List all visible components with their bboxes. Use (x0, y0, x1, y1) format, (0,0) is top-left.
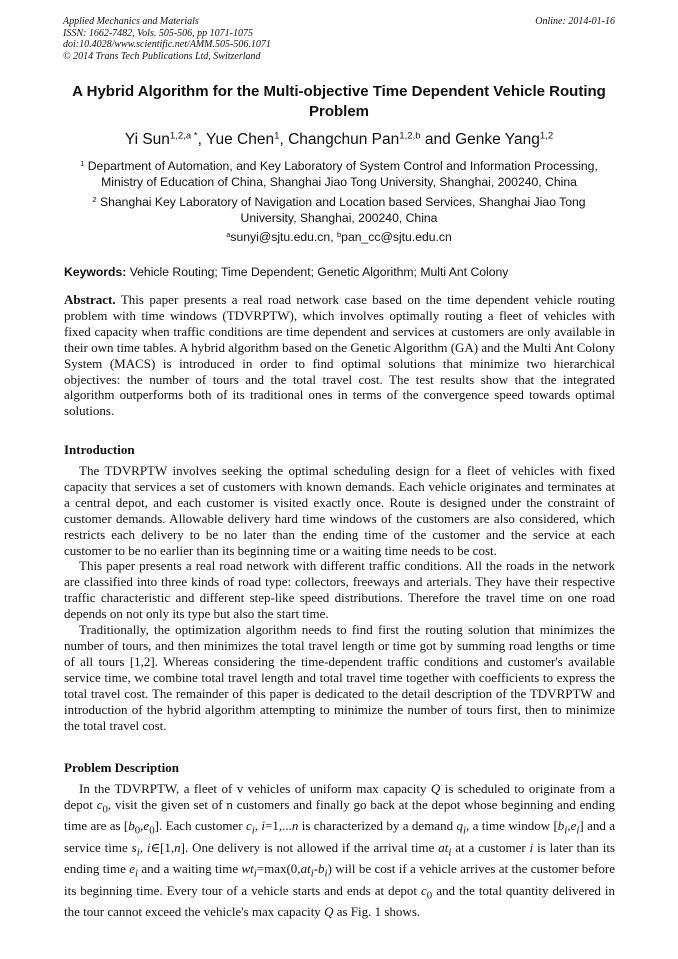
section-heading-introduction: Introduction (64, 442, 135, 457)
journal-name: Applied Mechanics and Materials (63, 16, 199, 27)
keywords-text: Vehicle Routing; Time Dependent; Genetic Algorithm; Multi Ant Colony (129, 265, 509, 279)
paper-title: A Hybrid Algorithm for the Multi-objective Time Dependent Vehicle Routing Problem (72, 83, 606, 120)
author-list: Yi Sun$^{1,2,a *}$, Yue Chen$^1$, Changchun Pan$^{1,2,b}$ and Genke Yang$^{1,2}$ (124, 130, 554, 148)
author-sup: 1,2 (539, 130, 554, 142)
keywords-label: Keywords: (64, 265, 127, 279)
paragraph: In the TDVRPTW, a fleet of v vehicles of uniform max capacity Q is scheduled to originate from a depot $c_0$, visit the given set of n customers and finally go back at the depot whose beginning and ending time are as $[b_0,e_0]$. Each customer $c_i$, i=1,...n is characterized by a demand $q_i$, a time window $[b_i,e_i]$ and a service time $s_i$, i∈[1,n]. One delivery is not allowed if the arrival time $at_i$ at a customer i is later than its ending time $e_i$ and a waiting time $wt_i=\max(0,at_i-b_i)$ will be cost if a vehicle arrives at the customer before its beginning time. Every tour of a vehicle starts and ends at depot $c_0$ and the total quantity delivered in the tour cannot exceed the vehicle's max capacity Q as Fig. 1 shows. (64, 781, 616, 920)
affiliation-1 (70, 158, 608, 190)
author-sup: 1 (274, 130, 280, 142)
section-heading-problem: Problem Description (64, 760, 179, 775)
paragraph: The TDVRPTW involves seeking the optimal scheduling design for a fleet of vehicles with fixed capacity that services a set of customers with known demands. Each vehicle originates and terminates at a central depot, and each customer is visited exactly once. Route is designed under the constraint of customer demands. Allowable delivery hard time windows of the customers are also considered, which restricts each delivery to be no later than the ending time of the customer and the service at each customer to be no earlier than its beginning time or a waiting time needs to be cost. (64, 463, 615, 558)
journal-header (63, 16, 615, 62)
doi-line: doi:10.4028/www.scientific.net/AMM.505-506.1071 (63, 39, 271, 51)
introduction-body (64, 463, 615, 733)
affiliation-2 (70, 194, 608, 226)
issn-line: ISSN: 1662-7482, Vols. 505-506, pp 1071-1075 (63, 27, 253, 39)
abstract-label: Abstract. (64, 292, 116, 307)
email-sup: b (336, 229, 342, 239)
author-name: Yi Sun (124, 131, 170, 148)
author-name: Changchun Pan (288, 131, 400, 148)
affiliation-sup: 2 (92, 194, 97, 204)
affiliation-text: Department of Automation, and Key Laboratory of System Control and Information Processing, Ministry of Education of China, Shanghai Jiao Tong University, Shanghai, 200240, China (87, 159, 598, 189)
copyright-line: © 2014 Trans Tech Publications Ltd, Switzerland (63, 50, 261, 62)
problem-description-body (64, 781, 615, 920)
abstract (64, 292, 615, 419)
affiliation-sup: 1 (80, 158, 85, 168)
author-sup: 1,2,a * (169, 130, 198, 142)
affiliation-text: Shanghai Key Laboratory of Navigation and Location based Services, Shanghai Jiao Tong University, Shanghai, 200240, China (100, 195, 586, 225)
keywords (64, 265, 615, 279)
email-address[interactable]: pan_cc@sjtu.edu.cn (341, 230, 452, 244)
abstract-text: This paper presents a real road network case based on the time dependent vehicle routing problem with time windows (TDVRPTW), which involves optimally routing a fleet of vehicles with fixed capacity when traffic conditions are time dependent and services at customers are only available in their own time tables. A hybrid algorithm based on the Genetic Algorithm (GA) and the Multi Ant Colony System (MACS) is introduced in order to find optimal solutions that minimize two hierarchical objectives: the number of tours and the total travel cost. The test results show that the integrated algorithm outperforms both of its traditional ones in terms of the convergence speed towards optimal solutions. (64, 292, 616, 419)
author-name: Genke Yang (455, 131, 540, 148)
paragraph: This paper presents a real road network with different traffic conditions. All the roads in the network are classified into three kinds of road type: collectors, freeways and arterials. They have their respective traffic characteristic and different step-like speed distributions. Therefore the travel time on one road depends on not only its type but also the start time. (64, 558, 615, 622)
email-address[interactable]: sunyi@sjtu.edu.cn (230, 230, 331, 244)
email-sup: a (226, 229, 231, 239)
author-name: Yue Chen (206, 131, 275, 148)
online-date: Online: 2014-01-16 (535, 16, 615, 27)
email-line: $^a$sunyi@sjtu.edu.cn, $^b$pan_cc@sjtu.edu.cn (226, 229, 452, 244)
paragraph: Traditionally, the optimization algorithm needs to find first the routing solution that minimizes the number of tours, and then minimizes the total travel length or time got by summing road lengths or time of all tours [1,2]. Whereas considering the time-dependent traffic conditions and customer's available service time, we combine total travel length and total travel time together with coefficients to express the total travel cost. The remainder of this paper is dedicated to the detail description of the TDVRPTW and introduction of the hybrid algorithm attempting to minimize the number of tours first, then to minimize the total travel cost. (64, 622, 615, 733)
author-sup: 1,2,b (399, 130, 421, 142)
